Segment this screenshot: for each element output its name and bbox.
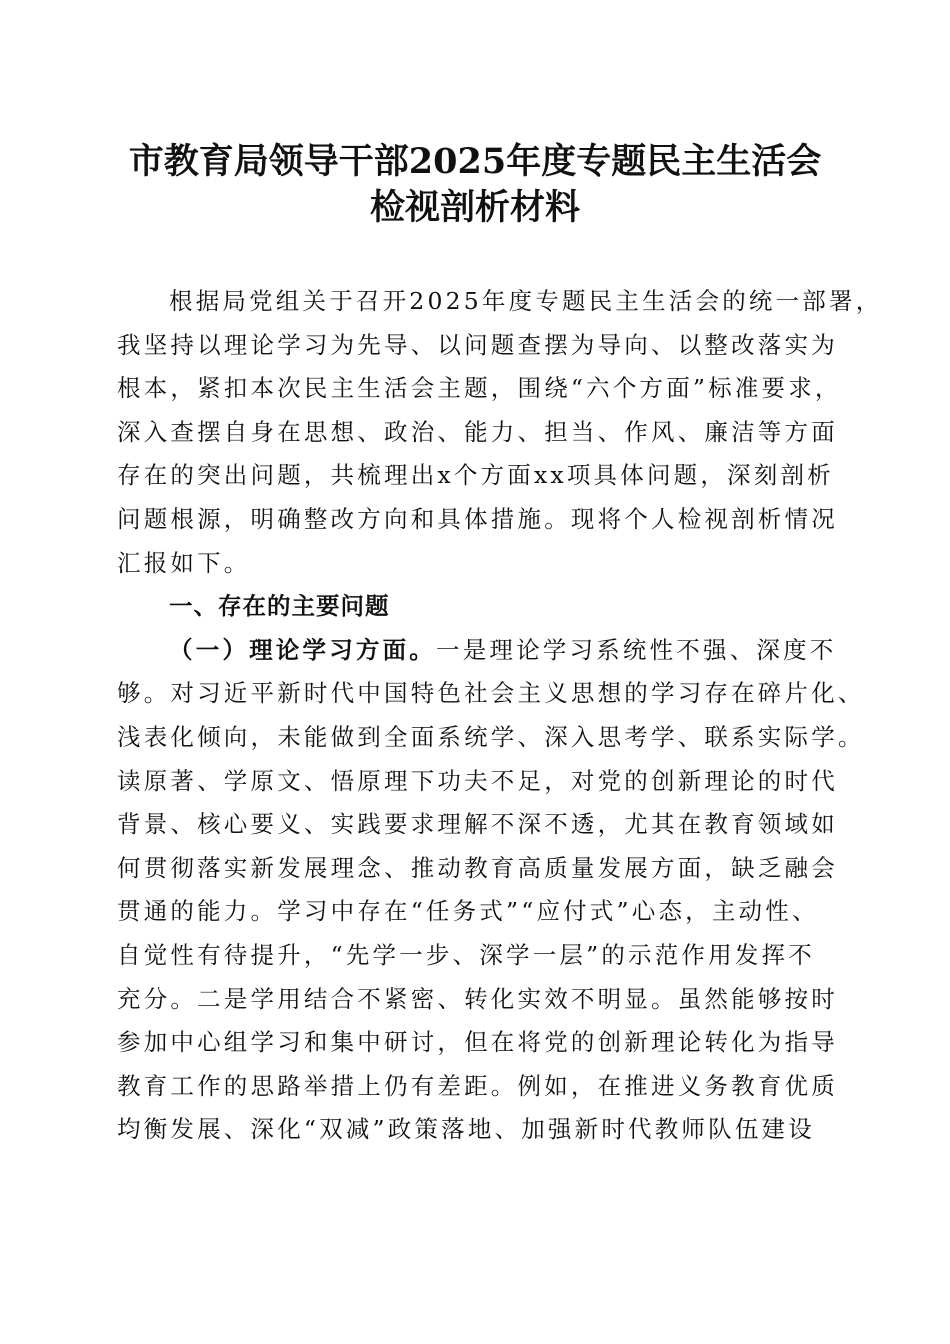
subsection-1-first-line [117,629,837,673]
subsection-1-line-8: 自觉性有待提升，“先学一步、深学一层”的示范作用发挥不 [117,940,815,969]
intro-line-7: 汇报如下。 [117,548,251,577]
subsection-1-line-4: 读原著、学原文、悟原理下功夫不足，对党的创新理论的时代 [117,766,838,795]
document-body [117,280,883,1152]
subsection-1-line-5: 背景、核心要义、实践要求理解不深不透，尤其在教育领域如 [117,810,838,839]
subsection-1-line-11: 教育工作的思路举措上仍有差距。例如，在推进义务教育优质 [117,1071,838,1100]
subsection-1-line-12: 均衡发展、深化“双减”政策落地、加强新时代教师队伍建设 [117,1115,815,1144]
subsection-1-line-7: 贯通的能力。学习中存在“任务式”“应付式”心态，主动性、 [117,897,819,926]
subsection-1-first-line-rest: 一是理论学习系统性不强、深度不 [436,635,837,664]
section-1-heading: 一、存在的主要问题 [169,592,390,621]
subsection-1-line-6: 何贯彻落实新发展理念、推动教育高质量发展方面，缺乏融会 [117,853,838,882]
subsection-1-line-9: 充分。二是学用结合不紧密、转化实效不明显。虽然能够按时 [117,984,838,1013]
intro-line-3: 根本，紧扣本次民主生活会主题，围绕“六个方面”标准要求， [117,374,842,403]
subsection-1-lead: （一）理论学习方面。 [169,635,436,664]
subsection-1-line-2: 够。对习近平新时代中国特色社会主义思想的学习存在碎片化、 [117,679,865,708]
intro-line-1: 根据局党组关于召开2025年度专题民主生活会的统一部署， [169,287,883,315]
intro-line-5: 存在的突出问题，共梳理出x个方面xx项具体问题，深刻剖析 [117,461,834,490]
intro-line-6: 问题根源，明确整改方向和具体措施。现将个人检视剖析情况 [117,504,838,533]
subsection-1-line-3: 浅表化倾向，未能做到全面系统学、深入思考学、联系实际学。 [117,722,865,751]
subsection-1-line-10: 参加中心组学习和集中研讨，但在将党的创新理论转化为指导 [117,1028,838,1057]
intro-line-4: 深入查摆自身在思想、政治、能力、担当、作风、廉洁等方面 [117,417,838,446]
document-title-line-2: 检视剖析材料 [369,187,580,228]
document-title-line-1: 市教育局领导干部2025年度专题民主生活会 [128,141,822,182]
intro-line-2: 我坚持以理论学习为先导、以问题查摆为导向、以整改落实为 [117,330,838,359]
